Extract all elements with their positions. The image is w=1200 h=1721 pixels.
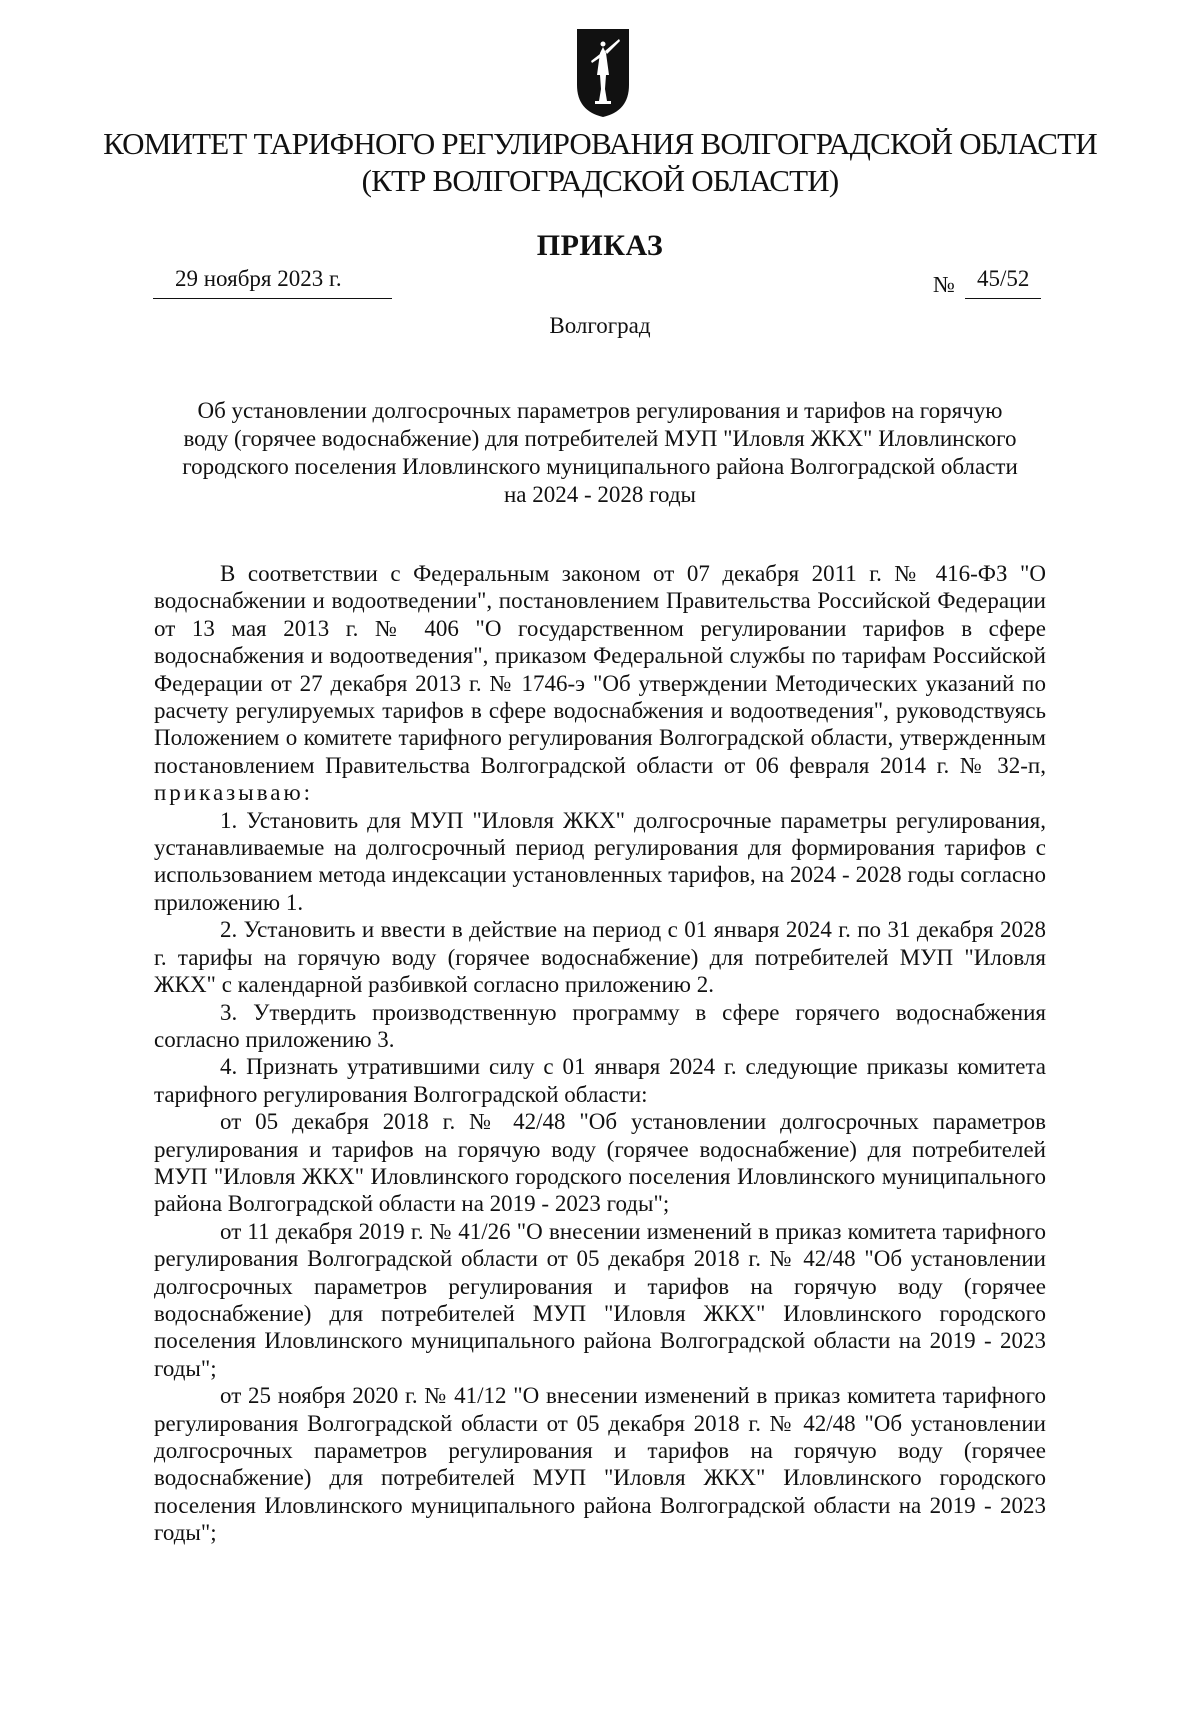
repealed-order: от 25 ноября 2020 г. № 41/12 "О внесении изменений в приказ комитета тарифного регулирования Волгоградской области от 05 декабря 2018 г. № 42/48 "Об установлении долгосрочных параметров регулирования и тарифов на горячую воду (горячее водоснабжение) для потребителей МУП "Иловля ЖКХ" Иловлинского городского поселения Иловлинского муниципального района Волгоградской области на 2019 - 2023 годы"; xyxy=(154,1383,1046,1546)
order-date-field xyxy=(153,262,392,299)
volgograd-coat-of-arms-icon xyxy=(573,27,633,119)
item-2: 2. Установить и ввести в действие на период с 01 января 2024 г. по 31 декабря 2028 г. тарифы на горячую воду (горячее водоснабжение) для потребителей МУП "Иловля ЖКХ" с календарной разбивкой согласно приложению 2. xyxy=(154,917,1046,998)
number-sign: № xyxy=(933,272,955,297)
item-1: 1. Установить для МУП "Иловля ЖКХ" долгосрочные параметры регулирования, устанавливаемые на долгосрочный период регулирования для формирования тарифов с использованием метода индексации установленных тарифов, на 2024 - 2028 годы согласно приложению 1. xyxy=(154,807,1046,915)
preamble xyxy=(154,560,1046,807)
order-word: приказываю: xyxy=(154,780,314,806)
repealed-order: от 05 декабря 2018 г. № 42/48 "Об установлении долгосрочных параметров регулирования и тарифов на горячую воду (горячее водоснабжение) для потребителей МУП "Иловля ЖКХ" Иловлинского городского поселения Иловлинского муниципального района Волгоградской области на 2019 - 2023 годы"; xyxy=(154,1109,1046,1217)
order-number: 45/52 xyxy=(977,266,1030,291)
committee-short-name: (КТР ВОЛГОГРАДСКОЙ ОБЛАСТИ) xyxy=(361,163,839,198)
city: Волгоград xyxy=(549,313,651,338)
preamble-text: В соответствии с Федеральным законом от 07 декабря 2011 г. № 416-ФЗ "О водоснабжении и водоотведении", постановлением Правительства Российской Федерации от 13 мая 2013 г. № 406 "О государственном регулировании тарифов в сфере водоснабжения и водоотведения", приказом Федеральной службы по тарифам Российской Федерации от 27 декабря 2013 г. № 1746-э "Об утверждении Методических указаний по расчету регулируемых тарифов в сфере водоснабжения и водоотведения", руководствуясь Положением о комитете тарифного регулирования Волгоградской области, утвержденным постановлением Правительства Волгоградской области от 06 февраля 2014 г. № 32-п, xyxy=(154,561,1046,778)
order-body xyxy=(154,560,1046,1547)
order-date: 29 ноября 2023 г. xyxy=(175,266,342,291)
subject-line: воду (горячее водоснабжение) для потребителей МУП "Иловля ЖКХ" Иловлинского xyxy=(183,426,1017,451)
committee-name: КОМИТЕТ ТАРИФНОГО РЕГУЛИРОВАНИЯ ВОЛГОГРАДСКОЙ ОБЛАСТИ xyxy=(103,126,1097,161)
subject-line: на 2024 - 2028 годы xyxy=(503,482,697,507)
order-subject xyxy=(150,397,1050,509)
order-number-field xyxy=(965,262,1041,299)
item-3: 3. Утвердить производственную программу в сфере горячего водоснабжения согласно приложению 3. xyxy=(154,999,1046,1052)
repealed-order: от 11 декабря 2019 г. № 41/26 "О внесении изменений в приказ комитета тарифного регулирования Волгоградской области от 05 декабря 2018 г. № 42/48 "Об установлении долгосрочных параметров регулирования и тарифов на горячую воду (горячее водоснабжение) для потребителей МУП "Иловля ЖКХ" Иловлинского городского поселения Иловлинского муниципального района Волгоградской области на 2019 - 2023 годы"; xyxy=(154,1218,1046,1381)
item-4: 4. Признать утратившими силу с 01 января 2024 г. следующие приказы комитета тарифного регулирования Волгоградской области: xyxy=(154,1054,1046,1107)
subject-line: городского поселения Иловлинского муниципального района Волгоградской области xyxy=(182,454,1018,479)
subject-line: Об установлении долгосрочных параметров регулирования и тарифов на горячую xyxy=(197,398,1003,423)
order-title: ПРИКАЗ xyxy=(536,229,664,262)
